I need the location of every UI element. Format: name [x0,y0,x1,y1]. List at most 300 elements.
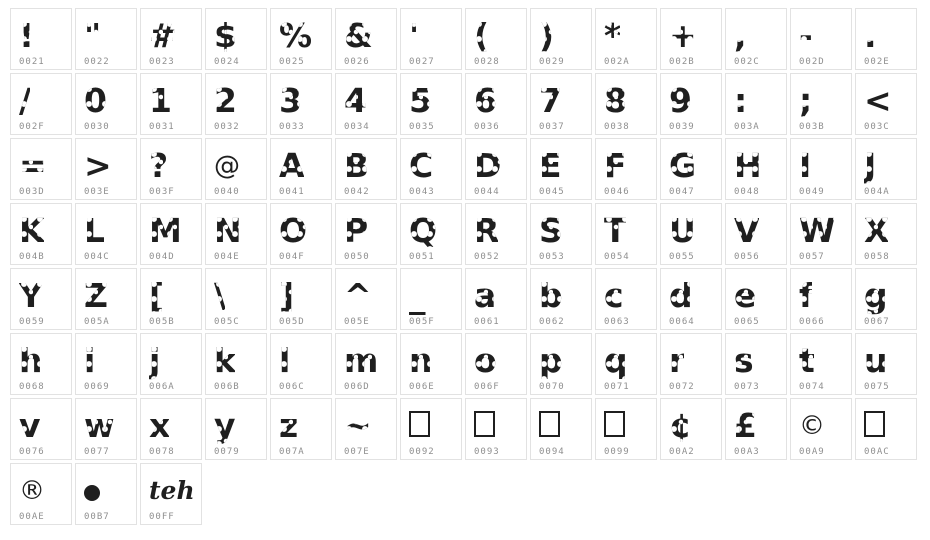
glyph: ~ [344,406,371,445]
glyph-cell-003B [790,73,852,135]
glyph: k [214,341,235,380]
glyph-cell-0079 [205,398,267,460]
codepoint-label: 0079 [214,447,240,457]
glyph: 6 [474,81,496,120]
codepoint-label: 00AC [864,447,890,457]
glyph-area [539,17,591,55]
glyph-cell-0048 [725,138,787,200]
glyph-cell-0033 [270,73,332,135]
glyph: ( [474,16,489,55]
glyph: \ [214,276,226,315]
glyph-area [669,342,721,380]
glyph-area [474,212,526,250]
codepoint-label: 002C [734,57,760,67]
glyph-area [799,277,851,315]
glyph-cell-0053 [530,203,592,265]
glyph: j [149,341,160,380]
glyph: 1 [149,81,171,120]
glyph-cell-006B [205,333,267,395]
glyph: ' [409,16,419,55]
codepoint-label: 0050 [344,252,370,262]
glyph-area [149,407,201,445]
glyph: w [84,406,114,445]
glyph-area [734,342,786,380]
codepoint-label: 00B7 [84,512,110,522]
glyph-cell-0023 [140,8,202,70]
glyph: a [474,276,496,315]
glyph: n [409,341,432,380]
glyph-cell-0072 [660,333,722,395]
glyph-cell-0094 [530,398,592,460]
glyph: @ [214,151,240,181]
glyph-area [409,212,461,250]
codepoint-label: 0036 [474,122,500,132]
glyph-cell-005A [75,268,137,330]
glyph-area [539,147,591,185]
glyph-area [539,277,591,315]
glyph-cell-005F [400,268,462,330]
glyph-area [214,17,266,55]
glyph: 5 [409,81,431,120]
glyph-cell-0024 [205,8,267,70]
codepoint-label: 0067 [864,317,890,327]
glyph: Y [19,276,42,315]
glyph-area [474,147,526,185]
glyph-cell-00AC [855,398,917,460]
codepoint-label: 0064 [669,317,695,327]
glyph-cell-0044 [465,138,527,200]
glyph-cell-0093 [465,398,527,460]
glyph: t [799,341,814,380]
glyph: ^ [344,276,371,315]
codepoint-label: 0070 [539,382,565,392]
glyph-area [409,407,461,445]
glyph: b [539,276,562,315]
codepoint-label: 0062 [539,317,565,327]
glyph-cell-0031 [140,73,202,135]
codepoint-label: 006C [279,382,305,392]
glyph: m [344,341,378,380]
glyph-cell-003F [140,138,202,200]
glyph: : [734,81,747,120]
codepoint-label: 003B [799,122,825,132]
glyph-area [19,147,71,185]
codepoint-label: 0054 [604,252,630,262]
glyph-cell-006A [140,333,202,395]
codepoint-label: 0039 [669,122,695,132]
glyph-cell-0077 [75,398,137,460]
glyph-cell-0061 [465,268,527,330]
glyph-area [84,277,136,315]
glyph: < [864,81,891,120]
glyph-area [864,17,916,55]
glyph-cell-0025 [270,8,332,70]
notdef-box-glyph [864,411,885,437]
glyph-area [669,17,721,55]
glyph-cell-002D [790,8,852,70]
codepoint-label: 0024 [214,57,240,67]
glyph: > [84,146,111,185]
codepoint-label: 0040 [214,187,240,197]
glyph-cell-002E [855,8,917,70]
codepoint-label: 0035 [409,122,435,132]
glyph-cell-0062 [530,268,592,330]
glyph: 8 [604,81,626,120]
glyph-area [149,17,201,55]
glyph-area [409,17,461,55]
codepoint-label: 0065 [734,317,760,327]
codepoint-label: 0026 [344,57,370,67]
glyph-area [474,342,526,380]
glyph-area [279,407,331,445]
codepoint-label: 00AE [19,512,45,522]
codepoint-label: 0049 [799,187,825,197]
codepoint-label: 0021 [19,57,45,67]
glyph-cell-003A [725,73,787,135]
codepoint-label: 0074 [799,382,825,392]
glyph-area [84,342,136,380]
glyph-cell-0076 [10,398,72,460]
glyph-area [864,147,916,185]
codepoint-label: 0071 [604,382,630,392]
glyph-cell-004D [140,203,202,265]
codepoint-label: 005C [214,317,240,327]
glyph: 3 [279,81,301,120]
glyph: 9 [669,81,691,120]
notdef-box-glyph [539,411,560,437]
codepoint-label: 005A [84,317,110,327]
glyph-cell-0034 [335,73,397,135]
glyph: J [864,146,876,185]
glyph: 4 [344,81,366,120]
glyph-area [19,17,71,55]
codepoint-label: 005D [279,317,305,327]
glyph-area [669,147,721,185]
glyph-area [214,342,266,380]
codepoint-label: 0037 [539,122,565,132]
codepoint-label: 00FF [149,512,175,522]
glyph-area [214,407,266,445]
glyph: ? [149,146,168,185]
codepoint-label: 0069 [84,382,110,392]
codepoint-label: 0046 [604,187,630,197]
glyph: D [474,146,501,185]
glyph: A [279,146,304,185]
glyph-cell-0035 [400,73,462,135]
glyph-area [19,212,71,250]
glyph-area [84,147,136,185]
glyph: o [474,341,496,380]
glyph: ¢ [669,406,691,445]
glyph-area [539,342,591,380]
glyph-cell-0055 [660,203,722,265]
glyph-area [604,342,656,380]
glyph: £ [734,406,756,445]
glyph-cell-0075 [855,333,917,395]
glyph: . [864,16,876,55]
glyph-area [799,212,851,250]
glyph-area [864,82,916,120]
glyph-cell-005E [335,268,397,330]
glyph-area [279,147,331,185]
glyph-cell-002A [595,8,657,70]
glyph-cell-0030 [75,73,137,135]
glyph: y [214,406,235,445]
glyph: B [344,146,369,185]
glyph-area [799,342,851,380]
glyph-cell-002F [10,73,72,135]
codepoint-label: 003D [19,187,45,197]
glyph-cell-006E [400,333,462,395]
glyph-cell-002C [725,8,787,70]
glyph-area [214,212,266,250]
codepoint-label: 003F [149,187,175,197]
codepoint-label: 002D [799,57,825,67]
glyph-area [604,147,656,185]
glyph: d [669,276,692,315]
codepoint-label: 00A3 [734,447,760,457]
glyph: P [344,211,368,250]
codepoint-label: 0044 [474,187,500,197]
notdef-box-glyph [474,411,495,437]
codepoint-label: 0052 [474,252,500,262]
glyph: O [279,211,307,250]
glyph-cell-0070 [530,333,592,395]
glyph: _ [409,276,425,315]
codepoint-label: 0072 [669,382,695,392]
glyph: Z [84,276,107,315]
glyph-area [604,277,656,315]
glyph: , [734,16,746,55]
codepoint-label: 0059 [19,317,45,327]
codepoint-label: 0027 [409,57,435,67]
glyph-cell-0059 [10,268,72,330]
glyph: ) [539,16,554,55]
glyph: G [669,146,696,185]
codepoint-label: 0029 [539,57,565,67]
glyph-area [539,212,591,250]
glyph-area [409,82,461,120]
codepoint-label: 006E [409,382,435,392]
glyph: teh [149,476,195,505]
glyph-area [84,212,136,250]
glyph-area [84,407,136,445]
codepoint-label: 003A [734,122,760,132]
codepoint-label: 0056 [734,252,760,262]
codepoint-label: 004F [279,252,305,262]
glyph-area [149,82,201,120]
glyph-area [734,17,786,55]
codepoint-label: 0073 [734,382,760,392]
codepoint-label: 0078 [149,447,175,457]
glyph-cell-0027 [400,8,462,70]
codepoint-label: 006D [344,382,370,392]
glyph-cell-004E [205,203,267,265]
glyph-area [19,277,71,315]
glyph-grid [10,8,917,525]
codepoint-label: 006F [474,382,500,392]
glyph-cell-0058 [855,203,917,265]
glyph-cell-0037 [530,73,592,135]
glyph: ® [19,476,45,506]
glyph: f [799,276,813,315]
notdef-box-glyph [604,411,625,437]
glyph-cell-0067 [855,268,917,330]
glyph-area [149,342,201,380]
glyph-area [279,212,331,250]
glyph: l [279,341,290,380]
glyph: M [149,211,181,250]
codepoint-label: 0094 [539,447,565,457]
glyph: " [84,16,101,55]
glyph-cell-0054 [595,203,657,265]
bullet-glyph [84,485,100,501]
glyph: ! [19,16,34,55]
glyph: h [19,341,42,380]
glyph-area [734,407,786,445]
glyph-cell-0052 [465,203,527,265]
glyph-cell-005B [140,268,202,330]
codepoint-label: 0093 [474,447,500,457]
glyph-cell-0099 [595,398,657,460]
glyph: K [19,211,44,250]
glyph: W [799,211,835,250]
codepoint-label: 005F [409,317,435,327]
glyph-cell-0068 [10,333,72,395]
glyph: ; [799,81,812,120]
codepoint-label: 002A [604,57,630,67]
codepoint-label: 007A [279,447,305,457]
glyph-area [669,82,721,120]
codepoint-label: 002F [19,122,45,132]
glyph-area [409,342,461,380]
glyph-cell-0049 [790,138,852,200]
glyph: Q [409,211,437,250]
glyph-cell-0040 [205,138,267,200]
glyph-cell-007E [335,398,397,460]
glyph-area [344,147,396,185]
codepoint-label: 0022 [84,57,110,67]
glyph-area [214,82,266,120]
glyph: 7 [539,81,561,120]
codepoint-label: 006B [214,382,240,392]
codepoint-label: 005E [344,317,370,327]
glyph-area [734,147,786,185]
glyph: 0 [84,81,106,120]
glyph-cell-007A [270,398,332,460]
glyph-area [344,82,396,120]
glyph: g [864,276,887,315]
glyph: * [604,16,621,55]
glyph: = [19,146,46,185]
glyph-area [344,212,396,250]
glyph-area [214,277,266,315]
glyph-area [864,407,916,445]
codepoint-label: 00A2 [669,447,695,457]
glyph-area [539,407,591,445]
codepoint-label: 0032 [214,122,240,132]
glyph-area [734,212,786,250]
glyph-area [864,277,916,315]
glyph: © [799,411,825,441]
codepoint-label: 0063 [604,317,630,327]
glyph-cell-0029 [530,8,592,70]
codepoint-label: 0051 [409,252,435,262]
glyph-cell-0074 [790,333,852,395]
glyph-cell-0043 [400,138,462,200]
glyph-area [734,82,786,120]
glyph-cell-0022 [75,8,137,70]
glyph: q [604,341,627,380]
codepoint-label: 0033 [279,122,305,132]
glyph-cell-005C [205,268,267,330]
glyph-cell-004C [75,203,137,265]
glyph: C [409,146,433,185]
codepoint-label: 0053 [539,252,565,262]
glyph-cell-0063 [595,268,657,330]
codepoint-label: 003C [864,122,890,132]
glyph-cell-0073 [725,333,787,395]
codepoint-label: 0041 [279,187,305,197]
glyph-cell-0066 [790,268,852,330]
glyph-area [84,82,136,120]
codepoint-label: 002E [864,57,890,67]
glyph-cell-00B7 [75,463,137,525]
glyph-area [344,342,396,380]
glyph-cell-00A3 [725,398,787,460]
glyph: z [279,406,298,445]
glyph-area [344,17,396,55]
glyph-area [279,277,331,315]
glyph-cell-0032 [205,73,267,135]
glyph-cell-006F [465,333,527,395]
glyph-cell-0071 [595,333,657,395]
glyph-cell-0051 [400,203,462,265]
codepoint-label: 0034 [344,122,370,132]
glyph-area [734,277,786,315]
glyph-cell-006D [335,333,397,395]
glyph-cell-004A [855,138,917,200]
codepoint-label: 0031 [149,122,175,132]
glyph-cell-004F [270,203,332,265]
glyph: / [19,81,31,120]
codepoint-label: 0025 [279,57,305,67]
glyph: X [864,211,889,250]
glyph: N [214,211,241,250]
glyph-cell-0036 [465,73,527,135]
glyph-cell-0026 [335,8,397,70]
glyph-cell-0056 [725,203,787,265]
codepoint-label: 0045 [539,187,565,197]
glyph-area [799,147,851,185]
glyph-area [149,212,201,250]
codepoint-label: 0028 [474,57,500,67]
glyph-cell-002B [660,8,722,70]
codepoint-label: 0030 [84,122,110,132]
glyph-area [279,17,331,55]
glyph-area [474,407,526,445]
glyph-area [19,82,71,120]
glyph-area [19,407,71,445]
glyph-cell-0046 [595,138,657,200]
glyph-cell-00FF [140,463,202,525]
glyph-area [474,17,526,55]
glyph-area [344,277,396,315]
codepoint-label: 0023 [149,57,175,67]
codepoint-label: 0077 [84,447,110,457]
glyph-cell-0065 [725,268,787,330]
glyph-cell-0045 [530,138,592,200]
